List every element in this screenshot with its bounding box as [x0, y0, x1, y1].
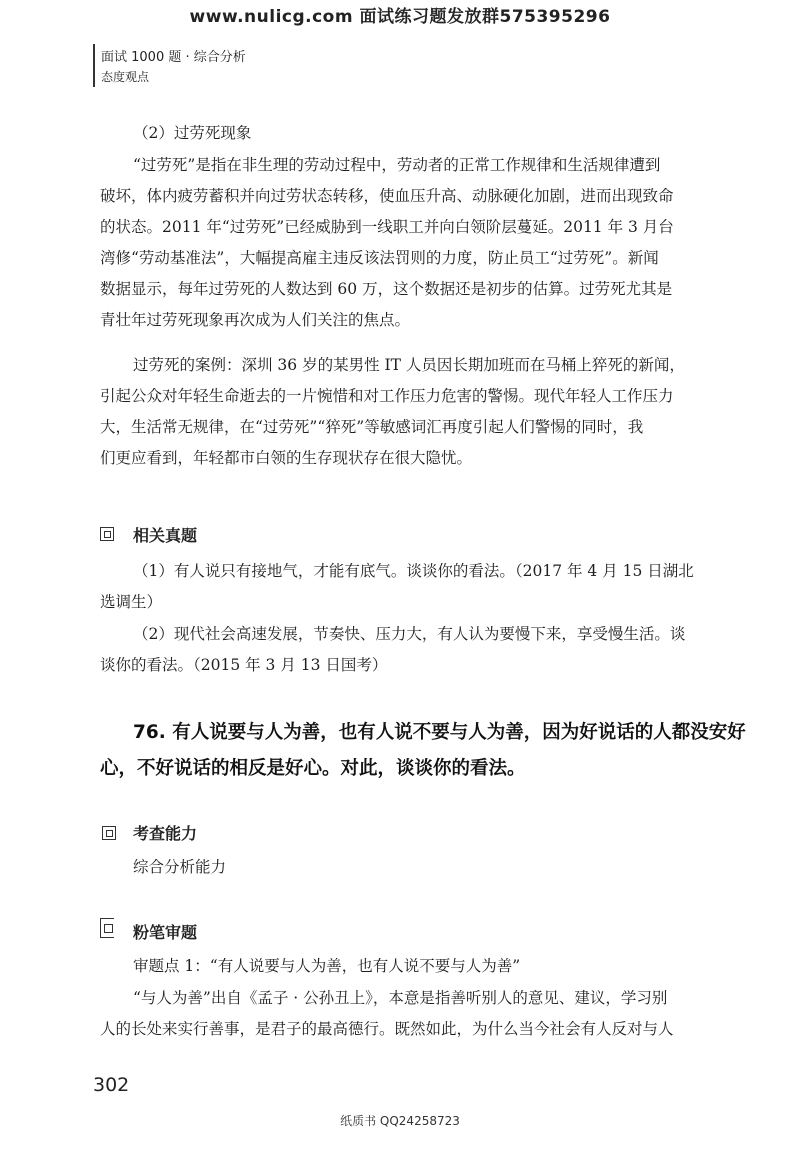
header-rule	[93, 44, 95, 87]
paragraph-line: 们更应看到，年轻都市白领的生存现状存在很大隐忧。	[100, 449, 473, 467]
paragraph-line: 青壮年过劳死现象再次成为人们关注的焦点。	[100, 311, 411, 329]
ability-text: 综合分析能力	[133, 858, 227, 876]
section-heading: （2）过劳死现象	[133, 124, 252, 142]
question-title: 76. 有人说要与人为善，也有人说不要与人为善，因为好说话的人都没安好	[133, 722, 746, 743]
related-item: （1）有人说只有接地气，才能有底气。谈谈你的看法。（2017 年 4 月 15 日湖北	[133, 562, 694, 580]
book-title: 面试 1000 题 · 综合分析	[101, 50, 246, 65]
paragraph-line: 人的长处来实行善事，是君子的最高德行。既然如此，为什么当今社会有人反对与人	[100, 1020, 674, 1038]
paragraph-line: 大，生活常无规律，在“过劳死”“猝死”等敏感词汇再度引起人们警惕的同时，我	[100, 418, 644, 436]
paragraph-line: 的状态。2011 年“过劳死”已经威胁到一线职工并向白领阶层蔓延。2011 年 3 月台	[100, 218, 674, 236]
paragraph-line: 数据显示，每年过劳死的人数达到 60 万，这个数据还是初步的估算。过劳死尤其是	[100, 280, 673, 298]
paragraph-line: 引起公众对年轻生命逝去的一片惋惜和对工作压力危害的警惕。现代年轻人工作压力	[100, 387, 674, 405]
book-subtitle: 态度观点	[101, 70, 150, 84]
watermark-banner: www.nulicg.com 面试练习题发放群575395296	[189, 7, 611, 27]
document-icon	[100, 527, 114, 541]
analysis-heading: 粉笔审题	[133, 923, 198, 942]
analysis-point: 审题点 1：“有人说要与人为善，也有人说不要与人为善”	[133, 957, 521, 975]
chalk-icon	[100, 918, 114, 938]
paragraph-line: 过劳死的案例：深圳 36 岁的某男性 IT 人员因长期加班而在马桶上猝死的新闻，	[133, 356, 685, 374]
paragraph-line: 湾修“劳动基准法”，大幅提高雇主违反该法罚则的力度，防止员工“过劳死”。新闻	[100, 249, 659, 267]
paragraph-line: “与人为善”出自《孟子 · 公孙丑上》，本意是指善听别人的意见、建议，学习别	[133, 989, 668, 1007]
question-title-cont: 心，不好说话的相反是好心。对此，谈谈你的看法。	[100, 758, 526, 779]
related-heading: 相关真题	[133, 526, 198, 545]
target-icon	[102, 826, 116, 840]
related-item: （2）现代社会高速发展，节奏快、压力大，有人认为要慢下来，享受慢生活。谈	[133, 625, 686, 643]
related-item-cont: 谈你的看法。（2015 年 3 月 13 日国考）	[100, 656, 388, 674]
page-number: 302	[93, 1074, 130, 1096]
footer-credit: 纸质书 QQ24258723	[340, 1114, 460, 1128]
ability-heading: 考查能力	[133, 824, 198, 843]
related-item-cont: 选调生）	[100, 593, 163, 611]
paragraph-line: “过劳死”是指在非生理的劳动过程中，劳动者的正常工作规律和生活规律遭到	[133, 156, 661, 174]
paragraph-line: 破坏，体内疲劳蓄积并向过劳状态转移，使血压升高、动脉硬化加剧，进而出现致命	[100, 187, 674, 205]
